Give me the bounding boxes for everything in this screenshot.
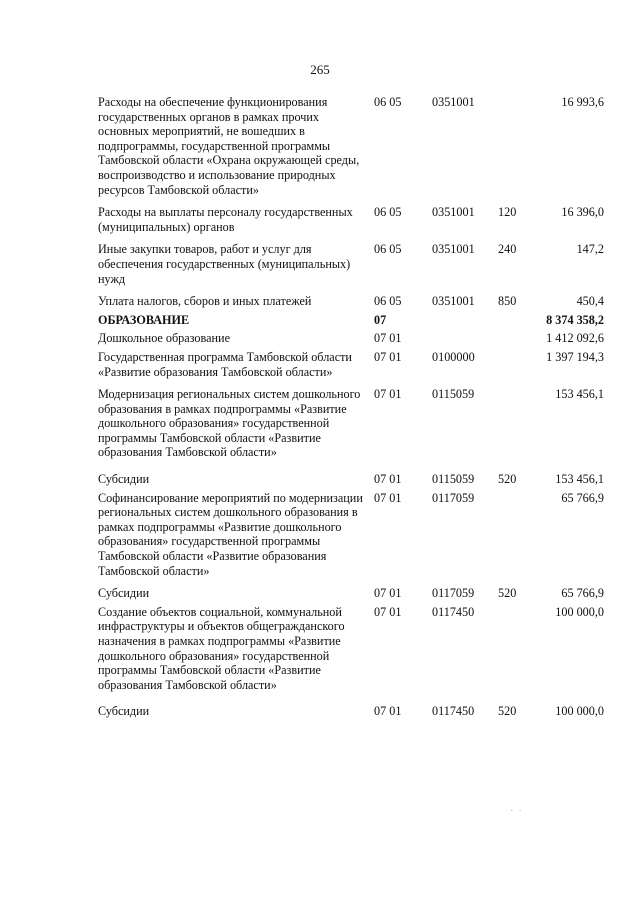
row-target-code: 0351001 <box>432 205 475 220</box>
row-amount: 450,4 <box>576 294 604 309</box>
row-expense-type <box>496 95 534 197</box>
row-section: 07 01 <box>374 604 402 619</box>
row-amount: 65 766,9 <box>561 586 604 601</box>
row-section: 07 01 <box>374 704 402 719</box>
row-expense-type: 850 <box>498 294 517 309</box>
budget-table <box>98 95 604 719</box>
page-number: 265 <box>310 62 330 77</box>
row-target-code: 0117059 <box>432 586 475 601</box>
row-section: 07 01 <box>374 490 402 505</box>
row-section: 06 05 <box>374 95 402 109</box>
row-expense-type <box>496 491 534 579</box>
row-name: Субсидии <box>98 586 150 601</box>
table-row <box>98 95 604 197</box>
row-name: Расходы на выплаты персоналу государственных (муниципальных) органов <box>98 205 353 234</box>
row-name: ОБРАЗОВАНИЕ <box>98 312 190 327</box>
row-name: Уплата налогов, сборов и иных платежей <box>98 294 312 309</box>
row-section: 06 05 <box>374 242 402 257</box>
row-section: 07 01 <box>374 586 402 601</box>
row-amount: 100 000,0 <box>555 604 604 619</box>
row-target-code: 0100000 <box>432 349 475 364</box>
row-target-code: 0115059 <box>432 472 475 487</box>
row-name: Дошкольное образование <box>98 331 230 346</box>
table-row <box>98 605 604 693</box>
row-name: Иные закупки товаров, работ и услуг для обеспечения государственных (муниципальных) нужд <box>98 242 351 286</box>
row-section: 07 <box>374 312 387 327</box>
row-target-code: 0117450 <box>432 704 475 719</box>
row-section: 06 05 <box>374 294 402 309</box>
row-target-code: 0351001 <box>432 95 475 109</box>
row-name: Модернизация региональных систем дошкольного образования в рамках подпрограммы «Развитие дошкольного образования» государственной программы Тамбовской области «Развитие образования Тамбовской области» <box>98 387 361 460</box>
row-amount: 1 397 194,3 <box>546 349 604 364</box>
row-amount: 16 396,0 <box>561 205 604 220</box>
row-section: 07 01 <box>374 331 402 346</box>
table-row <box>98 472 604 487</box>
row-target-code <box>424 331 496 346</box>
row-target-code: 0115059 <box>432 387 475 402</box>
row-amount: 65 766,9 <box>561 490 604 505</box>
row-expense-type <box>496 350 534 379</box>
row-amount: 16 993,6 <box>561 95 604 109</box>
row-section: 06 05 <box>374 205 402 220</box>
row-target-code: 0351001 <box>432 294 475 309</box>
row-target-code: 0351001 <box>432 242 475 257</box>
row-name: Субсидии <box>98 704 150 719</box>
row-amount: 100 000,0 <box>555 704 604 719</box>
table-row <box>98 331 604 346</box>
row-amount: 153 456,1 <box>555 472 604 487</box>
row-name: Софинансирование мероприятий по модернизации региональных систем дошкольного образования в рамках подпрограммы «Развитие дошкольного образования» государственной программы Тамбовской области «Развитие образования Тамбовской области» <box>98 490 363 578</box>
row-expense-type: 520 <box>498 472 517 487</box>
row-section: 07 01 <box>374 387 402 402</box>
row-amount: 8 374 358,2 <box>546 312 604 327</box>
table-row <box>98 294 604 309</box>
row-amount: 153 456,1 <box>555 387 604 402</box>
table-row <box>98 387 604 460</box>
row-expense-type <box>496 387 534 460</box>
table-row <box>98 491 604 579</box>
scan-artifact: · · <box>510 806 522 817</box>
row-target-code: 0117450 <box>432 604 475 619</box>
row-name: Субсидии <box>98 472 150 487</box>
table-row-section-heading <box>98 313 604 328</box>
table-row <box>98 242 604 286</box>
table-row <box>98 704 604 719</box>
table-row <box>98 350 604 379</box>
row-section: 07 01 <box>374 472 402 487</box>
row-name: Государственная программа Тамбовской области «Развитие образования Тамбовской области» <box>98 349 352 379</box>
row-expense-type <box>496 605 534 693</box>
row-name: Создание объектов социальной, коммунальной инфраструктуры и объектов общегражданского назначения в рамках подпрограммы «Развитие дошкольного образования» государственной программы Тамбовской области «Развитие образования Тамбовской области» <box>98 604 345 692</box>
row-target-code <box>424 313 496 328</box>
row-expense-type: 120 <box>498 205 517 220</box>
row-target-code: 0117059 <box>432 490 475 505</box>
row-expense-type <box>496 313 534 328</box>
row-amount: 147,2 <box>576 242 604 257</box>
row-expense-type: 520 <box>498 704 517 719</box>
row-amount: 1 412 092,6 <box>546 331 604 346</box>
row-expense-type: 240 <box>498 242 517 257</box>
row-section: 07 01 <box>374 349 402 364</box>
table-row <box>98 205 604 234</box>
row-name: Расходы на обеспечение функционирования государственных органов в рамках прочих основных мероприятий, не вошедших в подпрограммы, государственной программы Тамбовской области «Охрана окружающей среды, воспроизводство и использование природных ресурсов Тамбовской области» <box>98 95 360 197</box>
table-row <box>98 586 604 601</box>
row-expense-type: 520 <box>498 586 517 601</box>
row-expense-type <box>496 331 534 346</box>
